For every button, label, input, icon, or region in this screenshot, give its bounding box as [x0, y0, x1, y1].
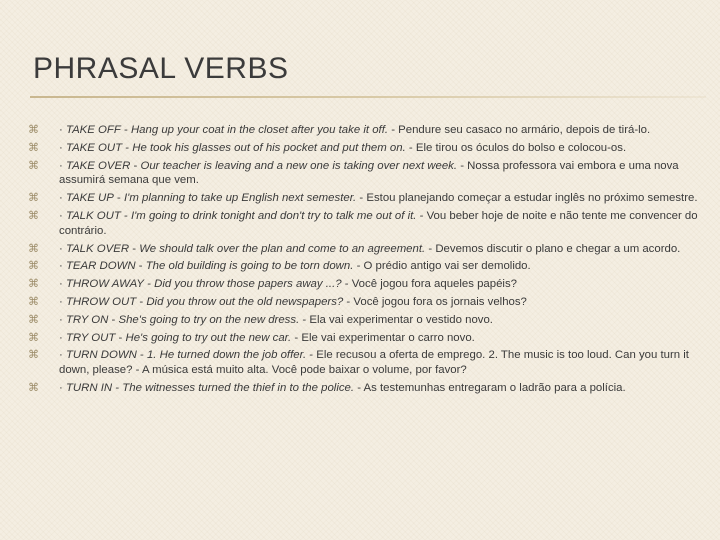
example-sentence: Our teacher is leaving and a new one is taking over next week.	[140, 159, 458, 172]
verb-label: TURN DOWN	[65, 349, 137, 362]
verb-label: TEAR DOWN	[65, 260, 136, 273]
bullet-icon: ⌘	[28, 313, 39, 326]
translation: Pendure seu casaco no armário, depois de tirá-lo.	[398, 124, 651, 136]
translation: O prédio antigo vai ser demolido.	[363, 260, 531, 273]
example-sentence: 1. He turned down the job offer.	[146, 349, 307, 362]
list-item: ⌘ · TRY ON - She's going to try on the new dress. - Ela vai experimentar o vestido novo.	[28, 313, 493, 326]
list-item: ⌘ · TAKE OUT - He took his glasses out of his pocket and put them on. - Ele tirou os óculos do bolso e colocou-os.	[28, 141, 627, 154]
list-item: ⌘ · TRY OUT - He's going to try out the new car. - Ele vai experimentar o carro novo.	[28, 331, 475, 344]
translation: As testemunhas entregaram o ladrão para a polícia.	[363, 381, 626, 394]
translation: Vou beber hoje de noite e não tente me convencer do contrário.	[59, 209, 698, 237]
bullet-icon: ⌘	[28, 159, 39, 172]
bullet-icon: ⌘	[28, 381, 39, 394]
translation: Ele recusou a oferta de emprego. 2. The music is too loud. Can you turn it down, please? - A música está muito alta. Você pode baixar o volume, por favor?	[59, 349, 689, 377]
verb-label: THROW OUT	[65, 295, 137, 308]
list-item: ⌘ · TALK OUT - I'm going to drink tonight and don't try to talk me out of it. - Vou beber hoje de noite e não tente me convencer do contrário.	[28, 209, 698, 237]
page-title: PHRASAL VERBS	[33, 52, 289, 85]
list-item: ⌘ · TAKE OVER - Our teacher is leaving and a new one is taking over next week. - Nossa professora vai embora e uma nova assumirá semana que vem.	[28, 159, 679, 187]
translation: Você jogou fora aqueles papéis?	[351, 278, 517, 291]
list-item: ⌘ · THROW AWAY - Did you throw those papers away ...? - Você jogou fora aqueles papéis?	[28, 278, 517, 291]
example-sentence: He's going to try out the new car.	[125, 331, 292, 344]
verb-label: TRY ON	[65, 313, 109, 326]
translation: Ele tirou os óculos do bolso e colocou-os.	[415, 141, 627, 154]
bullet-icon: ⌘	[28, 192, 39, 205]
example-sentence: Did you throw out the old newspapers?	[146, 295, 344, 308]
verb-label: TURN IN	[65, 381, 113, 394]
translation: Nossa professora vai embora e uma nova assumirá semana que vem.	[59, 159, 679, 187]
example-sentence: Hang up your coat in the closet after you take it off.	[130, 124, 389, 136]
translation: Ele vai experimentar o carro novo.	[301, 331, 475, 344]
translation: Devemos discutir o plano e chegar a um acordo.	[435, 242, 681, 255]
list-item: ⌘ · TAKE OFF - Hang up your coat in the closet after you take it off. - Pendure seu casaco no armário, depois de tirá-lo.	[28, 124, 651, 136]
bullet-icon: ⌘	[28, 295, 39, 308]
verb-label: THROW AWAY	[65, 278, 145, 291]
example-sentence: I'm going to drink tonight and don't try to talk me out of it.	[130, 209, 417, 222]
verb-label: TRY OUT	[65, 331, 116, 344]
translation: Você jogou fora os jornais velhos?	[353, 295, 527, 308]
bullet-icon: ⌘	[28, 331, 39, 344]
bullet-icon: ⌘	[28, 278, 39, 291]
example-sentence: The old building is going to be torn down.	[145, 260, 354, 273]
bullet-icon: ⌘	[28, 260, 39, 273]
verb-label: TALK OVER	[65, 242, 130, 255]
bullet-icon: ⌘	[28, 141, 39, 154]
example-sentence: Did you throw those papers away ...?	[154, 278, 342, 291]
bullet-icon: ⌘	[28, 124, 39, 136]
list-item: ⌘ · TEAR DOWN - The old building is going to be torn down. - O prédio antigo vai ser demolido.	[28, 260, 531, 273]
phrasal-verb-list	[28, 123, 708, 399]
example-sentence: The witnesses turned the thief in to the police.	[122, 381, 355, 394]
list-item: ⌘ · TURN DOWN - 1. He turned down the job offer. - Ele recusou a oferta de emprego. 2. The music is too loud. Can you turn it down, please? - A música está muito alta. Você pode baixar o volume, por favor?	[28, 349, 689, 377]
bullet-icon: ⌘	[28, 349, 39, 362]
bullet-icon: ⌘	[28, 242, 39, 255]
list-item: ⌘ · THROW OUT - Did you throw out the old newspapers? - Você jogou fora os jornais velhos?	[28, 295, 527, 308]
translation: Ela vai experimentar o vestido novo.	[309, 313, 493, 326]
list-item: ⌘ · TURN IN - The witnesses turned the thief in to the police. - As testemunhas entregaram o ladrão para a polícia.	[28, 381, 626, 394]
verb-label: TAKE OUT	[65, 141, 123, 154]
verb-label: TALK OUT	[65, 209, 121, 222]
title-divider	[30, 96, 706, 98]
translation: Estou planejando começar a estudar inglês no próximo semestre.	[366, 192, 698, 205]
example-sentence: She's going to try on the new dress.	[118, 313, 300, 326]
example-sentence: He took his glasses out of his pocket and put them on.	[132, 141, 406, 154]
list-item: ⌘ · TAKE UP - I'm planning to take up English next semester. - Estou planejando começar a estudar inglês no próximo semestre.	[28, 192, 698, 205]
verb-label: TAKE UP	[65, 192, 114, 205]
verb-label: TAKE OVER	[65, 159, 131, 172]
verb-label: TAKE OFF	[65, 124, 121, 136]
example-sentence: I'm planning to take up English next semester.	[124, 192, 357, 205]
example-sentence: We should talk over the plan and come to an agreement.	[139, 242, 426, 255]
list-item: ⌘ · TALK OVER - We should talk over the plan and come to an agreement. - Devemos discutir o plano e chegar a um acordo.	[28, 242, 681, 255]
bullet-icon: ⌘	[28, 209, 39, 222]
